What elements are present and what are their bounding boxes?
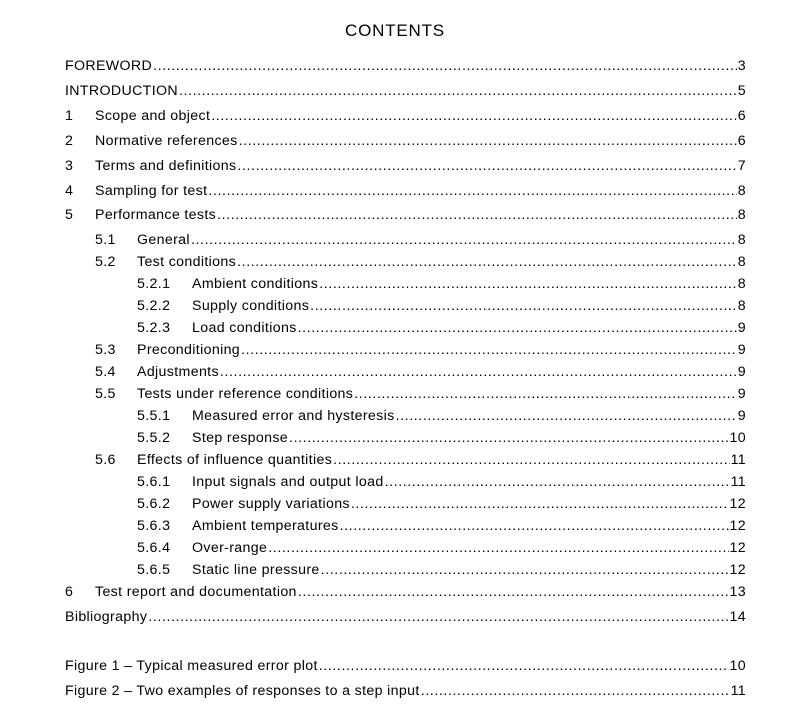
figure-entry-label: Figure 2 – Two examples of responses to a step input: [65, 683, 420, 699]
toc-entry-number: 5.6.3: [137, 518, 171, 534]
dot-leader: [289, 428, 728, 448]
toc-entry-step-response[interactable]: [137, 428, 746, 448]
dot-leader: [148, 607, 728, 627]
toc-entry-number: 5.5.1: [137, 408, 171, 424]
toc-entry-number: 5.6.2: [137, 496, 171, 512]
figure-entry-label: Figure 1 – Typical measured error plot: [65, 658, 318, 674]
toc-entry-page: 12: [729, 518, 746, 534]
toc-entry-ambient-temperatures[interactable]: [137, 516, 746, 536]
toc-entry-label: Scope and object: [95, 108, 211, 124]
toc-entry-introduction[interactable]: [65, 81, 746, 101]
toc-entry-number: 3: [65, 158, 74, 174]
dot-leader: [354, 384, 737, 404]
figure-entry-1[interactable]: [65, 656, 746, 676]
toc-entry-label: Normative references: [95, 133, 238, 149]
dot-leader: [217, 205, 737, 225]
toc-entry-label: Load conditions: [192, 320, 297, 336]
dot-leader: [340, 516, 729, 536]
toc-entry-supply-conditions[interactable]: [137, 296, 746, 316]
toc-entry-load-conditions[interactable]: [137, 318, 746, 338]
toc-entry-static-line-pressure[interactable]: [137, 560, 746, 580]
toc-entry-page: 3: [737, 58, 746, 74]
toc-entry-preconditioning[interactable]: [95, 340, 746, 360]
dot-leader: [239, 131, 737, 151]
toc-entry-number: 1: [65, 108, 74, 124]
toc-entry-page: 8: [737, 207, 746, 223]
toc-entry-bibliography[interactable]: [65, 607, 746, 627]
toc-entry-page: 8: [737, 183, 746, 199]
dot-leader: [211, 106, 737, 126]
toc-entry-influence-quantities[interactable]: [95, 450, 746, 470]
dot-leader: [310, 296, 737, 316]
toc-entry-page: 8: [737, 254, 746, 270]
toc-entry-number: 2: [65, 133, 74, 149]
dot-leader: [237, 252, 737, 272]
toc-entry-number: 5.6.1: [137, 474, 171, 490]
dot-leader: [298, 318, 737, 338]
dot-leader: [421, 681, 730, 701]
toc-entry-page: 14: [729, 609, 746, 625]
toc-entry-number: 5: [65, 207, 74, 223]
toc-entry-over-range[interactable]: [137, 538, 746, 558]
toc-entry-page: 12: [729, 562, 746, 578]
toc-entry-label: Static line pressure: [192, 562, 320, 578]
toc-entry-number: 5.2: [95, 254, 116, 270]
toc-entry-general[interactable]: [95, 230, 746, 250]
toc-entry-reference-conditions[interactable]: [95, 384, 746, 404]
toc-entry-page: 9: [737, 408, 746, 424]
dot-leader: [220, 362, 737, 382]
toc-entry-test-conditions[interactable]: [95, 252, 746, 272]
toc-entry-page: 12: [729, 496, 746, 512]
toc-entry-page: 8: [737, 298, 746, 314]
toc-entry-page: 8: [737, 232, 746, 248]
toc-entry-page: 11: [730, 452, 746, 468]
dot-leader: [396, 406, 737, 426]
toc-entry-page: 9: [737, 386, 746, 402]
toc-entry-label: Tests under reference conditions: [137, 386, 354, 402]
toc-entry-label: General: [137, 232, 190, 248]
toc-entry-number: 5.5.2: [137, 430, 171, 446]
toc-entry-page: 6: [737, 108, 746, 124]
figure-entry-page: 11: [730, 683, 746, 699]
toc-entry-number: 5.5: [95, 386, 116, 402]
toc-entry-label: Terms and definitions: [95, 158, 237, 174]
dot-leader: [319, 274, 737, 294]
toc-entry-input-signals[interactable]: [137, 472, 746, 492]
dot-leader: [191, 230, 737, 250]
toc-entry-number: 5.6: [95, 452, 116, 468]
toc-entry-terms[interactable]: [65, 156, 746, 176]
toc-entry-ambient-conditions[interactable]: [137, 274, 746, 294]
dot-leader: [385, 472, 730, 492]
toc-entry-scope[interactable]: [65, 106, 746, 126]
toc-entry-number: 5.6.4: [137, 540, 171, 556]
toc-entry-measured-error[interactable]: [137, 406, 746, 426]
dot-leader: [268, 538, 728, 558]
dot-leader: [153, 56, 737, 76]
toc-entry-performance-tests[interactable]: [65, 205, 746, 225]
toc-entry-page: 9: [737, 364, 746, 380]
toc-entry-foreword[interactable]: [65, 56, 746, 76]
toc-entry-label: Test conditions: [137, 254, 237, 270]
toc-entry-number: 5.2.3: [137, 320, 171, 336]
toc-entry-number: 5.4: [95, 364, 116, 380]
toc-entry-label: Adjustments: [137, 364, 219, 380]
toc-entry-label: Sampling for test: [95, 183, 208, 199]
toc-entry-page: 6: [737, 133, 746, 149]
figure-entry-2[interactable]: [65, 681, 746, 701]
toc-entry-page: 12: [729, 540, 746, 556]
dot-leader: [237, 156, 736, 176]
toc-entry-label: Bibliography: [65, 609, 148, 625]
dot-leader: [241, 340, 737, 360]
toc-entry-label: Performance tests: [95, 207, 217, 223]
toc-entry-number: 4: [65, 183, 74, 199]
toc-entry-label: Power supply variations: [192, 496, 350, 512]
toc-entry-number: 5.2.2: [137, 298, 171, 314]
dot-leader: [298, 582, 729, 602]
figure-entry-page: 10: [729, 658, 746, 674]
toc-entry-number: 5.1: [95, 232, 116, 248]
toc-entry-normative-references[interactable]: [65, 131, 746, 151]
toc-entry-sampling[interactable]: [65, 181, 746, 201]
toc-entry-label: Measured error and hysteresis: [192, 408, 395, 424]
toc-entry-label: Preconditioning: [137, 342, 241, 358]
dot-leader: [179, 81, 737, 101]
toc-entry-number: 6: [65, 584, 74, 600]
dot-leader: [208, 181, 736, 201]
toc-entry-page: 7: [737, 158, 746, 174]
toc-entry-label: Effects of influence quantities: [137, 452, 333, 468]
toc-entry-label: Ambient temperatures: [192, 518, 339, 534]
toc-entry-number: 5.6.5: [137, 562, 171, 578]
toc-entry-page: 11: [730, 474, 746, 490]
toc-entry-label: Input signals and output load: [192, 474, 384, 490]
dot-leader: [319, 656, 729, 676]
toc-entry-label: Supply conditions: [192, 298, 310, 314]
page-title: CONTENTS: [345, 21, 445, 40]
dot-leader: [321, 560, 729, 580]
toc-entry-label: Step response: [192, 430, 289, 446]
toc-entry-page: 10: [729, 430, 746, 446]
toc-entry-label: INTRODUCTION: [65, 83, 178, 99]
dot-leader: [351, 494, 729, 514]
toc-entry-label: Ambient conditions: [192, 276, 319, 292]
toc-entry-number: 5.3: [95, 342, 116, 358]
toc-entry-page: 9: [737, 342, 746, 358]
toc-entry-page: 9: [737, 320, 746, 336]
toc-entry-power-supply[interactable]: [137, 494, 746, 514]
toc-entry-label: Over-range: [192, 540, 268, 556]
toc-entry-page: 5: [737, 83, 746, 99]
toc-entry-test-report[interactable]: [65, 582, 746, 602]
dot-leader: [333, 450, 729, 470]
toc-entry-page: 8: [737, 276, 746, 292]
toc-entry-page: 13: [729, 584, 746, 600]
toc-entry-number: 5.2.1: [137, 276, 171, 292]
toc-entry-label: FOREWORD: [65, 58, 153, 74]
toc-entry-label: Test report and documentation: [95, 584, 297, 600]
toc-entry-adjustments[interactable]: [95, 362, 746, 382]
